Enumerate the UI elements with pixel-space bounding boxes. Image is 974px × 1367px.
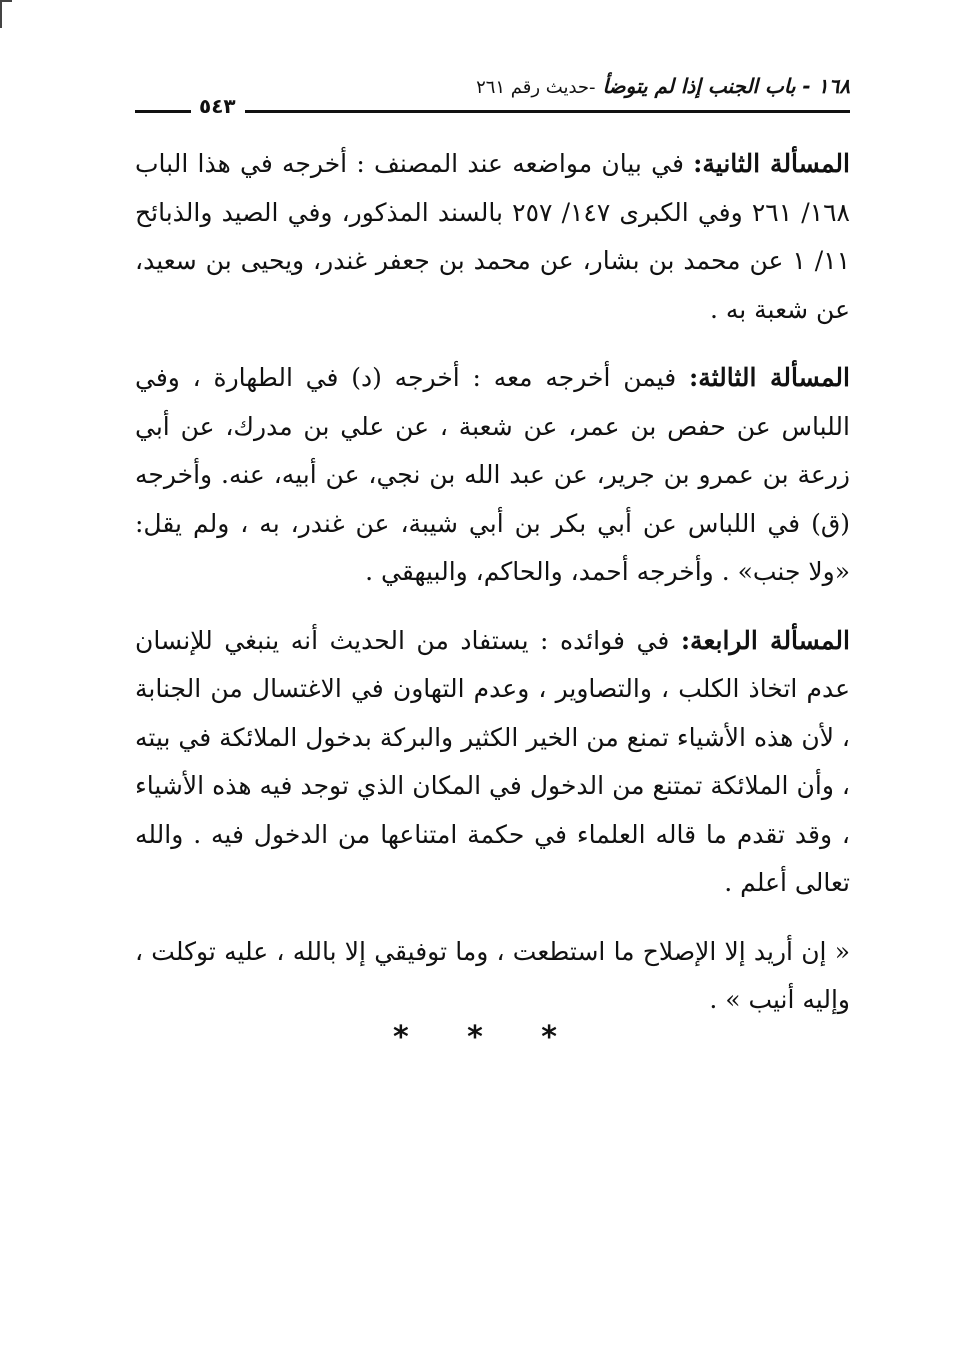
paragraph-second-issue bbox=[135, 140, 850, 334]
page-number: ٥٤٣ bbox=[199, 94, 236, 118]
paragraph-text: فيمن أخرجه معه : أخرجه (د) في الطهارة ، وفي اللباس عن حفص بن عمر، عن شعبة ، عن علي بن مدرك، عن أبي زرعة بن عمرو بن جرير، عن عبد الله بن نجي، عن أبيه، عنه. وأخرجه (ق) في اللباس عن أبي بكر بن أبي شيبة، عن غندر، به ، ولم يقل: «ولا جنب» . وأخرجه أحمد، والحاكم، والبيهقي . bbox=[135, 363, 850, 586]
paragraph-heading: المسألة الرابعة: bbox=[680, 625, 850, 655]
paragraph-heading: المسألة الثالثة: bbox=[688, 363, 850, 392]
paragraph-third-issue bbox=[135, 354, 850, 597]
paragraph-fourth-issue bbox=[135, 617, 850, 908]
paragraph-text: في بيان مواضعه عند المصنف : أخرجه في هذا الباب ١٦٨/ ٢٦١ وفي الكبرى ١٤٧/ ٢٥٧ بالسند المذكور، وفي الصيد والذبائح ١١/ ١ عن محمد بن بشار، عن محمد بن جعفر غندر، ويحيى بن سعيد، عن شعبة به . bbox=[135, 149, 850, 324]
paragraph-text: في فوائده : يستفاد من الحديث أنه ينبغي للإنسان عدم اتخاذ الكلب ، والتصاوير ، وعدم التهاون في الاغتسال من الجنابة ، لأن هذه الأشياء تمنع من الخير الكثير والبركة بدخول الملائكة في بيته ، وأن الملائكة تمتنع من الدخول في المكان الذي توجد فيه هذه الأشياء ، وقد تقدم ما قاله العلماء في حكمة امتناعها من الدخول فيه . والله تعالى أعلم . bbox=[135, 625, 850, 897]
hadith-number: -حديث رقم ٢٦١ bbox=[476, 77, 596, 98]
scan-corner-mark bbox=[0, 0, 12, 28]
running-title bbox=[476, 74, 850, 98]
paragraph-text: « إن أريد إلا الإصلاح ما استطعت ، وما توفيقي إلا بالله ، عليه توكلت ، وإليه أنيب » . bbox=[135, 936, 850, 1014]
page-header bbox=[135, 70, 850, 120]
header-rule bbox=[245, 110, 850, 113]
body-text bbox=[135, 140, 850, 1045]
chapter-title: ١٦٨ - باب الجنب إذا لم يتوضأ bbox=[602, 74, 850, 98]
section-end-stars: * * * bbox=[393, 1020, 581, 1055]
paragraph-heading: المسألة الثانية: bbox=[693, 149, 850, 178]
closing-quote bbox=[135, 928, 850, 1025]
page-number-rule bbox=[135, 110, 191, 113]
